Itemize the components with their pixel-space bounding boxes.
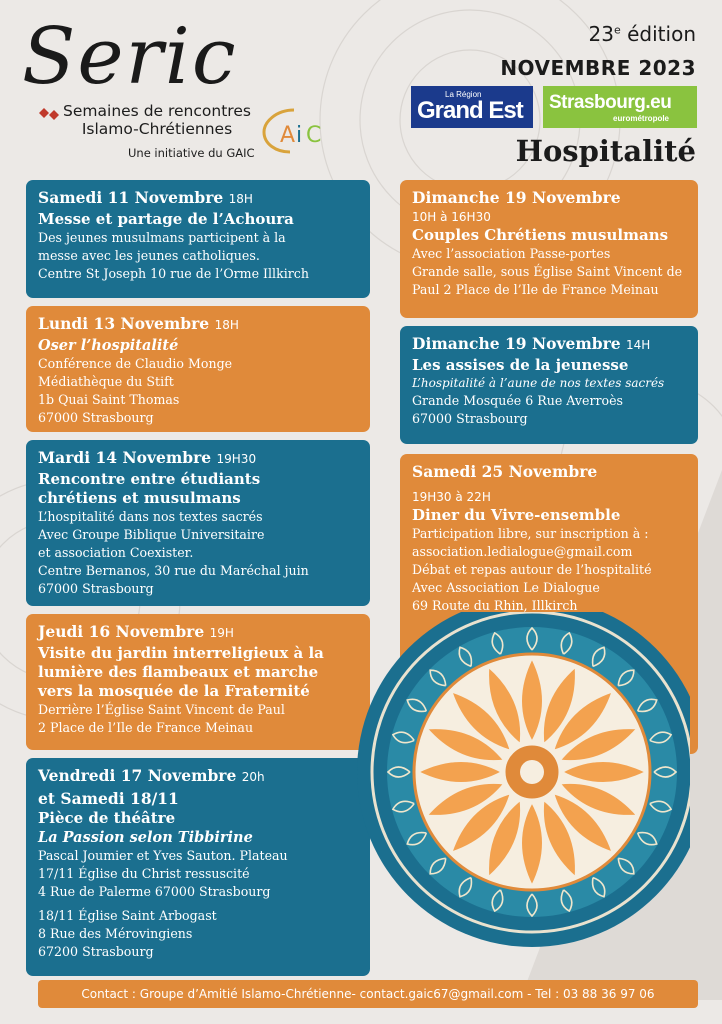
event-date (38, 447, 360, 470)
event-date-text: Jeudi 16 Novembre (38, 622, 205, 641)
event-date (38, 621, 360, 644)
event-date: Dimanche 19 Novembre (412, 188, 621, 207)
contact-bar: Contact : Groupe d’Amitié Islamo-Chrétienne- contact.gaic67@gmail.com - Tel : 03 88 36 97 06 (38, 980, 698, 1008)
event-detail: Avec l’association Passe-portes (412, 246, 611, 261)
event-detail: 67000 Strasbourg (38, 410, 154, 425)
edition-month: NOVEMBRE 2023 (500, 56, 696, 80)
event-detail: 67000 Strasbourg (38, 581, 154, 596)
event-title: vers la mosquée de la Fraternité (38, 682, 310, 700)
event-play-title: La Passion selon Tibbirine (38, 829, 253, 846)
svg-text:A: A (280, 123, 296, 148)
edition-number: 23 (588, 22, 614, 46)
event-detail: Centre St Joseph 10 rue de l’Orme Illkirch (38, 266, 309, 281)
gaic-logo (256, 104, 336, 156)
event-detail: Avec Association Le Dialogue (412, 580, 600, 595)
event-detail: 17/11 Église du Christ ressuscité (38, 866, 250, 881)
mandala-plate-illustration (340, 612, 690, 978)
event-title: Pièce de théâtre (38, 809, 176, 827)
event-detail: Débat et repas autour de l’hospitalité (412, 562, 652, 577)
event-card-couples (400, 180, 698, 318)
event-detail: Participation libre, sur inscription à : (412, 526, 649, 541)
event-detail: Des jeunes musulmans participent à la (38, 230, 286, 245)
logo-subtitle (62, 102, 252, 138)
event-time: 19H30 à 22H (412, 490, 491, 504)
event-time: 10H à 16H30 (412, 210, 491, 224)
partner-logo-grand-est (411, 86, 533, 128)
event-detail: Pascal Joumier et Yves Sauton. Plateau (38, 848, 288, 863)
event-date-text: Dimanche 19 Novembre (412, 334, 621, 353)
event-detail: 4 Rue de Palerme 67000 Strasbourg (38, 884, 271, 899)
event-detail: Derrière l’Église Saint Vincent de Paul (38, 702, 285, 717)
logo-initiative: Une initiative du GAIC (128, 146, 255, 160)
partner-strasbourg-sub: eurométropole (613, 114, 670, 123)
event-title: Messe et partage de l’Achoura (38, 210, 294, 228)
edition-word: édition (627, 22, 696, 46)
theme-title: Hospitalité (515, 134, 696, 168)
event-detail: messe avec les jeunes catholiques. (38, 248, 260, 263)
event-detail: Grande salle, sous Église Saint Vincent de (412, 264, 683, 279)
logo-diamond-icon (38, 108, 62, 122)
partner-strasbourg-name: Strasbourg.eu (549, 92, 672, 113)
event-date (38, 313, 360, 336)
event-date-second: et Samedi 18/11 (38, 789, 179, 808)
event-card-achoura (26, 180, 370, 298)
partner-logo-strasbourg (543, 86, 697, 128)
edition-suffix: e (613, 23, 621, 37)
event-title: Oser l’hospitalité (38, 337, 179, 354)
svg-text:C: C (306, 123, 322, 148)
event-time: 19H30 (216, 452, 257, 466)
partner-grand-est-name: Grand Est (417, 97, 523, 124)
seric-logo-wordmark: Seric (22, 12, 238, 102)
event-date (38, 765, 360, 788)
event-detail: Paul 2 Place de l’Ile de France Meinau (412, 282, 659, 297)
event-detail: Avec Groupe Biblique Universitaire (38, 527, 265, 542)
event-detail: 67200 Strasbourg (38, 944, 154, 959)
event-email: association.ledialogue@gmail.com (412, 544, 633, 559)
event-date: Samedi 25 Novembre (412, 462, 598, 481)
event-card-theatre (26, 758, 370, 976)
event-detail: Grande Mosquée 6 Rue Averroès (412, 393, 623, 408)
edition-label (589, 22, 696, 46)
event-card-oser-hospitalite (26, 306, 370, 432)
event-detail: et association Coexister. (38, 545, 194, 560)
event-title: Diner du Vivre-ensemble (412, 506, 621, 524)
event-detail: Centre Bernanos, 30 rue du Maréchal juin (38, 563, 309, 578)
event-time: 18H (214, 318, 239, 332)
event-title: Visite du jardin interreligieux à la (38, 644, 324, 662)
event-detail: 8 Rue des Mérovingiens (38, 926, 193, 941)
event-date (412, 333, 688, 356)
logo-subtitle-line-1: Semaines de rencontres (63, 102, 251, 120)
event-detail: 67000 Strasbourg (412, 411, 528, 426)
event-title: Rencontre entre étudiants (38, 470, 261, 488)
event-time: 20h (241, 770, 265, 784)
event-card-jardin-interreligieux (26, 614, 370, 750)
event-date-text: Samedi 11 Novembre (38, 188, 224, 207)
event-time: 14H (626, 338, 651, 352)
event-date-text: Lundi 13 Novembre (38, 314, 210, 333)
event-card-assises-jeunesse (400, 326, 698, 444)
event-detail: 18/11 Église Saint Arbogast (38, 908, 217, 923)
logo-subtitle-line-2: Islamo-Chrétiennes (81, 120, 233, 138)
event-detail: Conférence de Claudio Monge (38, 356, 233, 371)
event-detail: 1b Quai Saint Thomas (38, 392, 180, 407)
event-subtitle: L’hospitalité à l’aune de nos textes sacrés (412, 376, 665, 390)
event-detail: Médiathèque du Stift (38, 374, 174, 389)
partner-grand-est-prefix: La Région (445, 90, 482, 99)
event-time: 18H (228, 192, 253, 206)
event-detail: L’hospitalité dans nos textes sacrés (38, 509, 263, 524)
event-detail: 69 Route du Rhin, Illkirch (412, 598, 578, 613)
event-detail: 2 Place de l’Ile de France Meinau (38, 720, 254, 735)
event-title: lumière des flambeaux et marche (38, 663, 319, 681)
event-date-text: Mardi 14 Novembre (38, 448, 212, 467)
event-card-etudiants (26, 440, 370, 606)
event-title: chrétiens et musulmans (38, 489, 241, 507)
event-title: Couples Chrétiens musulmans (412, 226, 669, 244)
event-title: Les assises de la jeunesse (412, 356, 629, 374)
event-time: 19H (209, 626, 234, 640)
event-date (38, 187, 360, 210)
svg-text:i: i (296, 123, 303, 148)
event-date-text: Vendredi 17 Novembre (38, 766, 237, 785)
